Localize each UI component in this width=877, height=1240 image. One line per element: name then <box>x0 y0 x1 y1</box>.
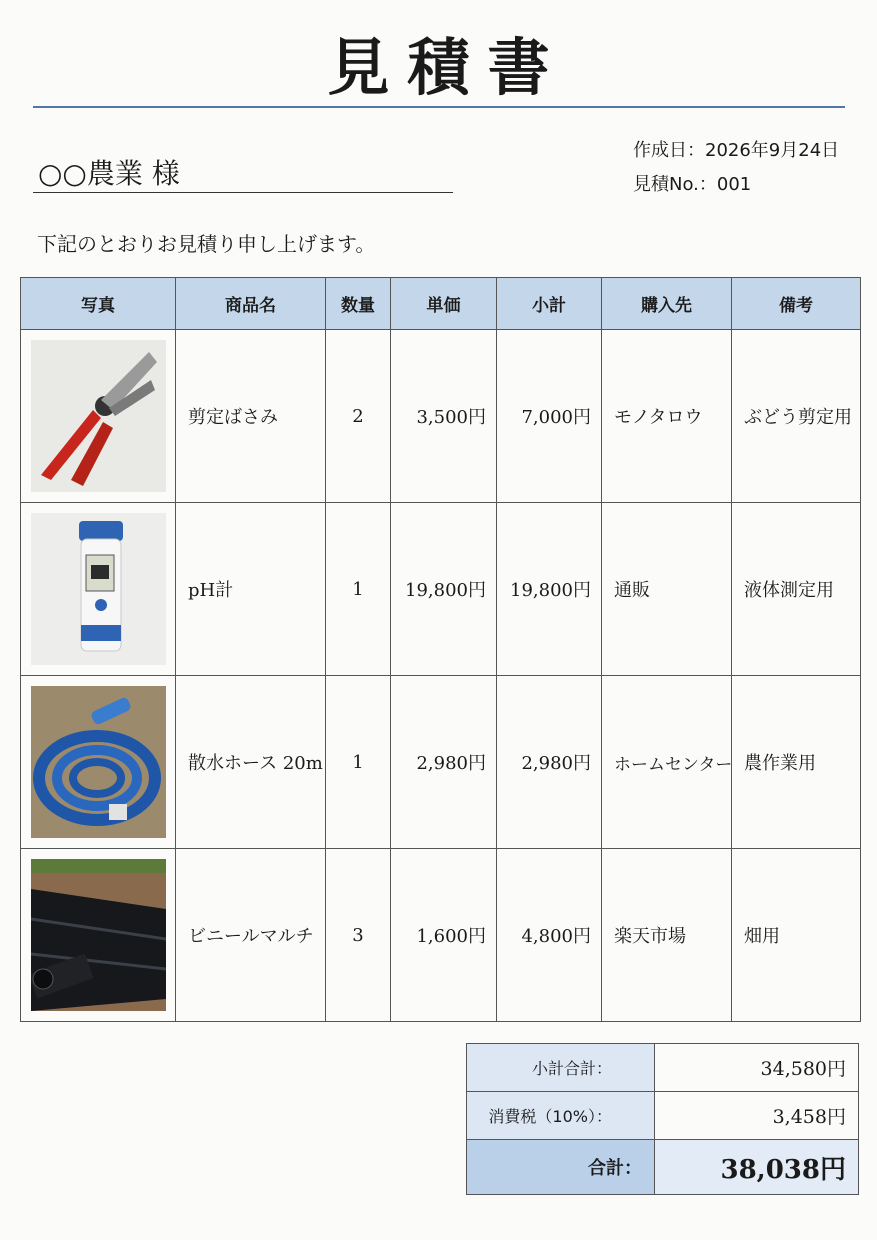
photo-cell <box>21 849 176 1022</box>
table-row <box>21 849 861 1022</box>
subtotal-row <box>467 1044 859 1092</box>
note: ぶどう剪定用 <box>732 330 861 503</box>
garden-hose-photo <box>31 686 166 838</box>
unit-price: 19,800円 <box>391 503 497 676</box>
grand-total-label: 合計： <box>467 1140 655 1195</box>
header-product: 商品名 <box>176 278 326 330</box>
note: 畑用 <box>732 849 861 1022</box>
product-name: ビニールマルチ <box>176 849 326 1022</box>
document-title: 見積書 <box>327 31 568 104</box>
client-name: ○○農業 様 <box>38 157 180 190</box>
unit-price: 1,600円 <box>391 849 497 1022</box>
table-row <box>21 676 861 849</box>
line-subtotal: 4,800円 <box>497 849 602 1022</box>
product-name: 剪定ばさみ <box>176 330 326 503</box>
header-subtotal: 小計 <box>497 278 602 330</box>
intro-text: 下記のとおりお見積り申し上げます。 <box>37 232 376 256</box>
photo-cell <box>21 676 176 849</box>
header-note: 備考 <box>732 278 861 330</box>
vendor: 楽天市場 <box>602 849 732 1022</box>
ph-meter-photo <box>31 513 166 665</box>
quantity: 2 <box>326 330 391 503</box>
product-name: pH計 <box>176 503 326 676</box>
subtotal-value: 34,580円 <box>655 1044 859 1092</box>
quantity: 3 <box>326 849 391 1022</box>
items-table <box>20 277 861 1022</box>
line-subtotal: 19,800円 <box>497 503 602 676</box>
vendor: モノタロウ <box>602 330 732 503</box>
table-row <box>21 330 861 503</box>
unit-price: 3,500円 <box>391 330 497 503</box>
vinyl-mulch-photo <box>31 859 166 1011</box>
estimate-number: 見積No.：001 <box>633 174 752 195</box>
product-name: 散水ホース 20m <box>176 676 326 849</box>
subtotal-label: 小計合計： <box>467 1044 655 1092</box>
line-subtotal: 2,980円 <box>497 676 602 849</box>
grand-total-row <box>467 1140 859 1195</box>
note: 農作業用 <box>732 676 861 849</box>
unit-price: 2,980円 <box>391 676 497 849</box>
header-unit-price: 単価 <box>391 278 497 330</box>
vendor: 通販 <box>602 503 732 676</box>
grand-total-value: 38,038円 <box>655 1140 859 1195</box>
vendor: ホームセンター <box>602 676 732 849</box>
photo-cell <box>21 330 176 503</box>
header-qty: 数量 <box>326 278 391 330</box>
table-row <box>21 503 861 676</box>
line-subtotal: 7,000円 <box>497 330 602 503</box>
header-photo: 写真 <box>21 278 176 330</box>
quantity: 1 <box>326 676 391 849</box>
client-underline <box>33 192 453 193</box>
note: 液体測定用 <box>732 503 861 676</box>
pruning-shears-photo <box>31 340 166 492</box>
table-header-row <box>21 278 861 330</box>
photo-cell <box>21 503 176 676</box>
title-divider <box>33 106 845 108</box>
tax-value: 3,458円 <box>655 1092 859 1140</box>
header-vendor: 購入先 <box>602 278 732 330</box>
totals-table <box>466 1043 859 1195</box>
tax-label: 消費税（10%）： <box>467 1092 655 1140</box>
tax-row <box>467 1092 859 1140</box>
quantity: 1 <box>326 503 391 676</box>
issue-date: 作成日：2026年9月24日 <box>633 140 840 161</box>
